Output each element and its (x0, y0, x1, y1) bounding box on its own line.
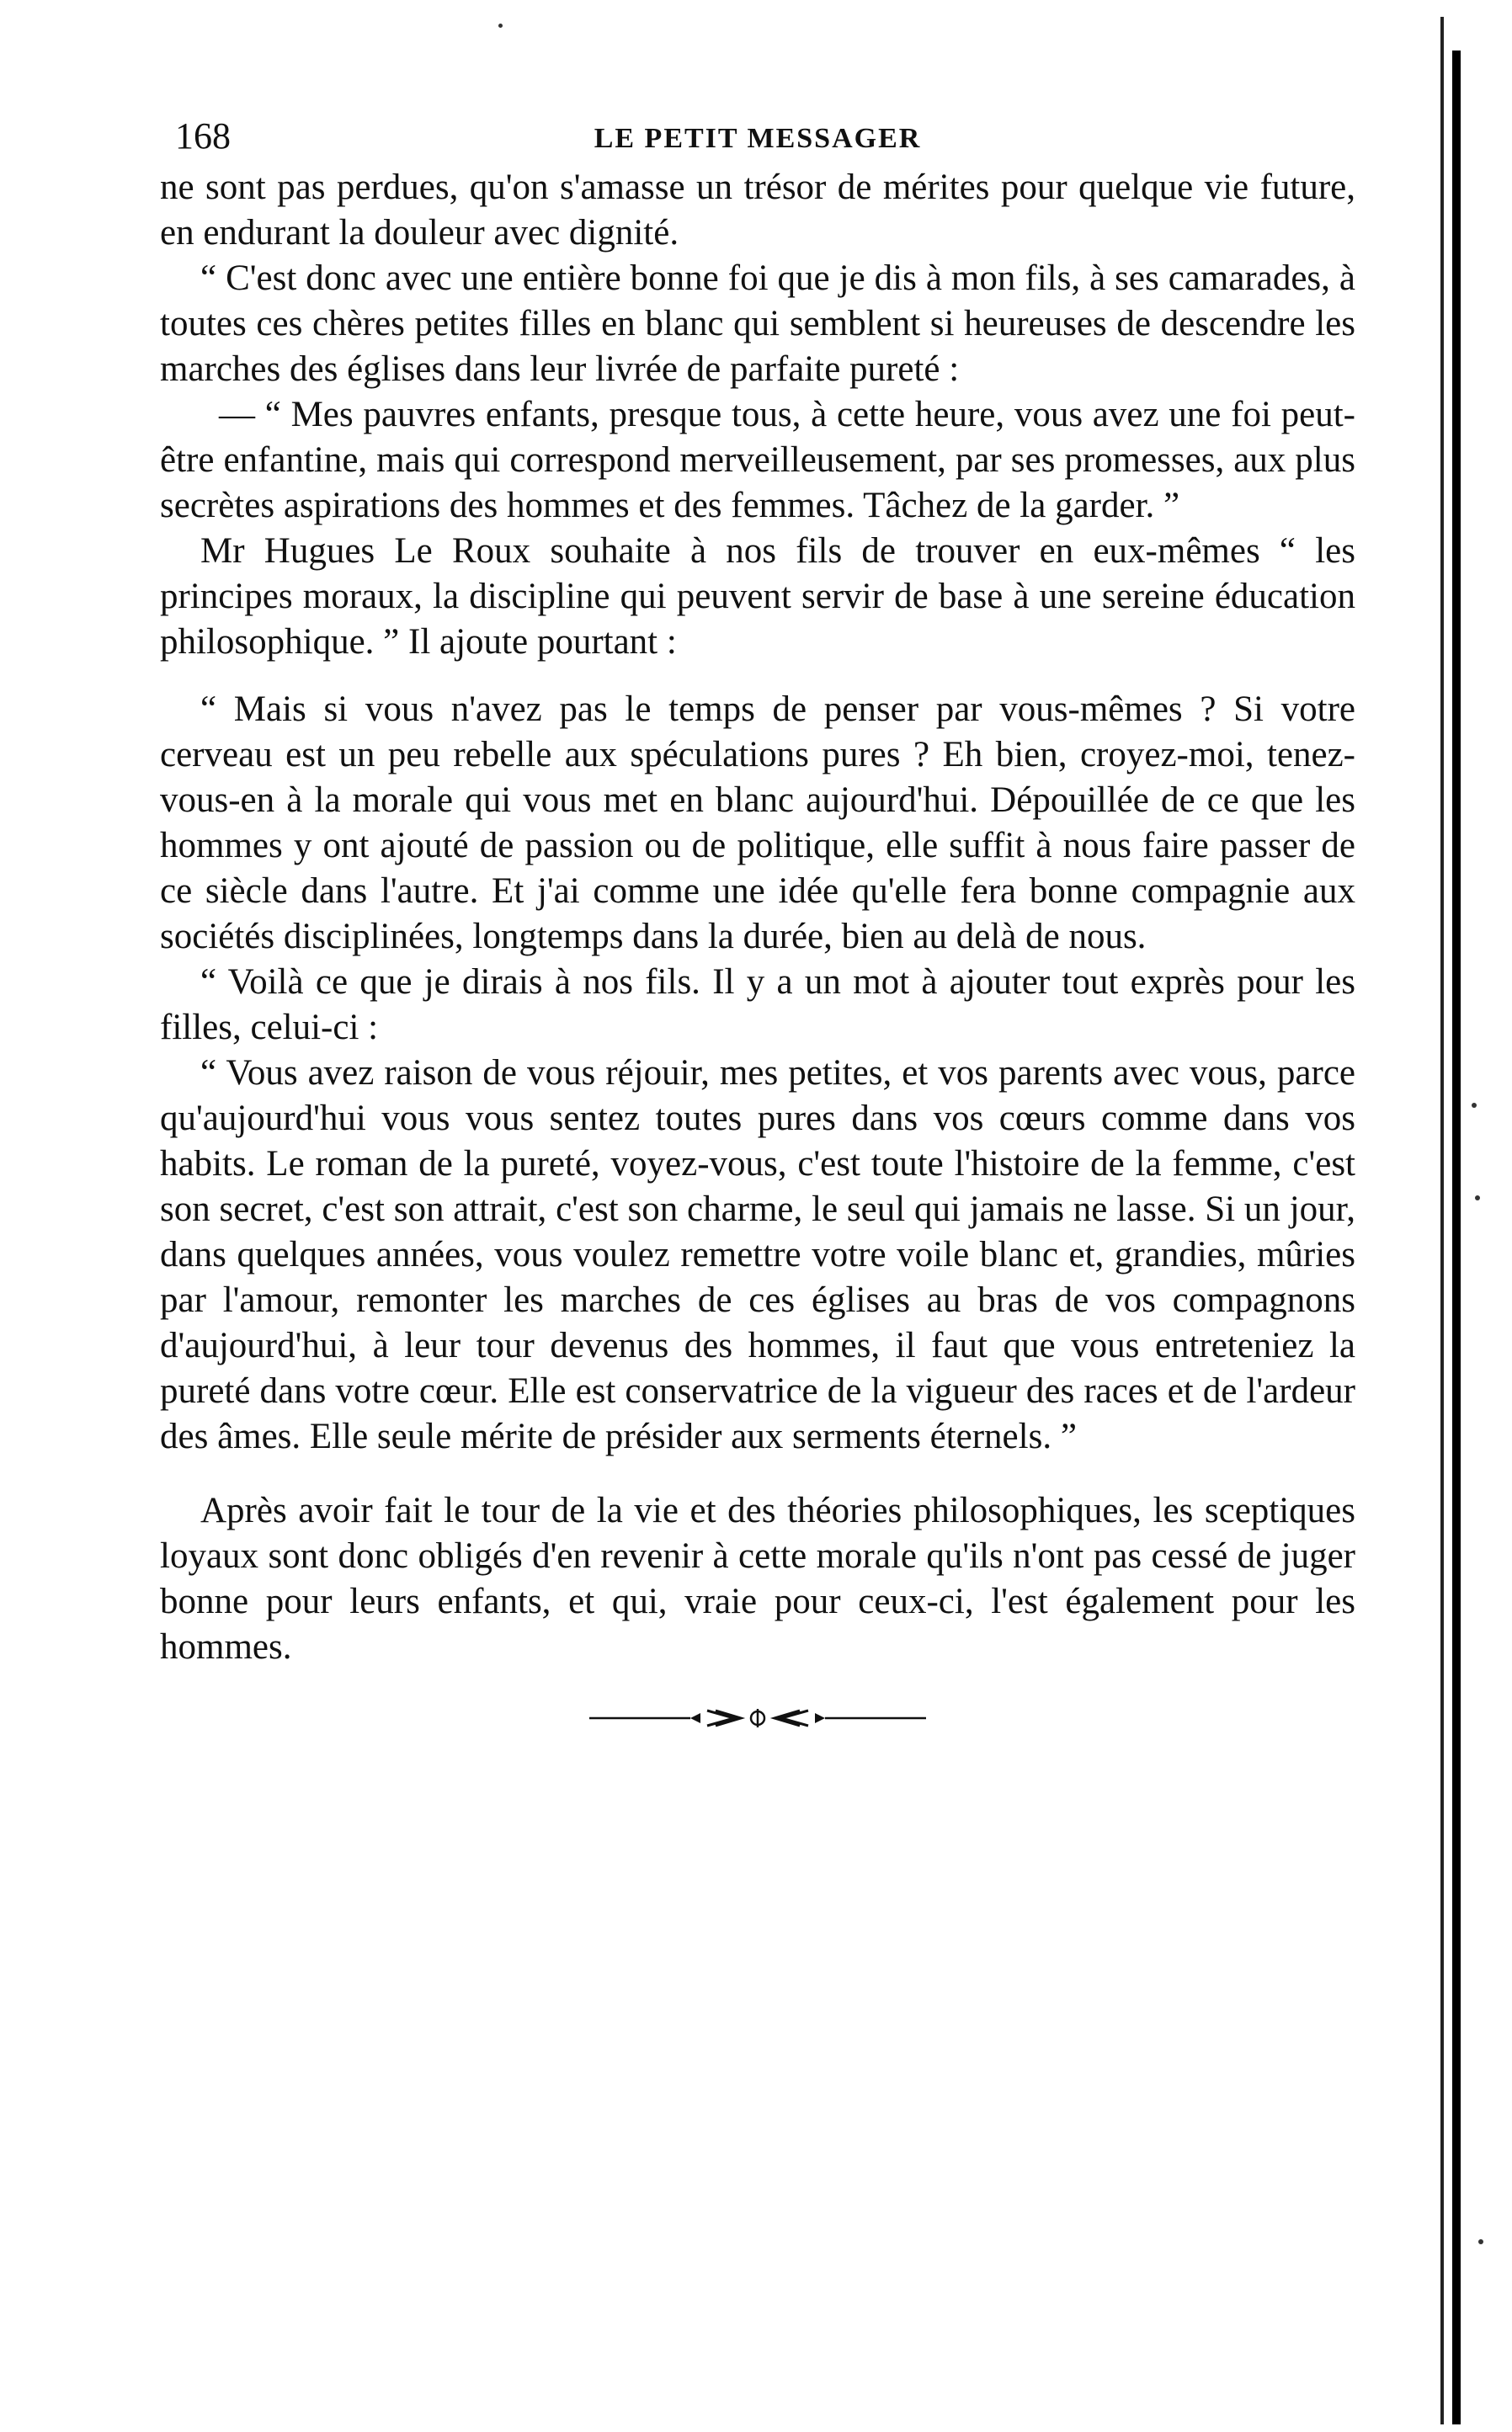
running-head (160, 115, 1355, 162)
book-page (160, 115, 1355, 1731)
scan-speck (498, 24, 503, 28)
paragraph: Après avoir fait le tour de la vie et des théories philosophiques, les sceptiques loyaux sont donc obligés d'en revenir à cette morale qu'ils n'ont pas cessé de juger bonne pour leurs enfants, et qui, vraie pour ceux-ci, l'est également pour les hommes. (160, 1491, 1355, 1667)
running-title: LE PETIT MESSAGER (594, 123, 922, 154)
scan-speck (1478, 2239, 1483, 2244)
paragraph: ne sont pas perdues, qu'on s'amasse un trésor de mérites pour quelque vie future, en endurant la douleur avec dignité. (160, 168, 1355, 253)
page-number: 168 (175, 115, 231, 157)
page-edge-line-thin (1440, 17, 1444, 2424)
scan-speck (1472, 1103, 1477, 1108)
paragraph: “ Voilà ce que je dirais à nos fils. Il y a un mot à ajouter tout exprès pour les filles, celui-ci : (160, 962, 1355, 1047)
paragraph: “ Mais si vous n'avez pas le temps de penser par vous-mêmes ? Si votre cerveau est un peu rebelle aux spéculations pures ? Eh bien, croyez-moi, tenez-vous-en à la morale qui vous met en blanc aujourd'hui. Dépouillée de ce que les hommes y ont ajouté de passion ou de politique, elle suffit à nous faire passer de ce siècle dans l'autre. Et j'ai comme une idée qu'elle fera bonne compagnie aux sociétés disciplinées, longtemps dans la durée, bien au delà de nous. (160, 689, 1355, 956)
body-text (160, 165, 1355, 1670)
paragraph: “ Vous avez raison de vous réjouir, mes petites, et vos parents avec vous, parce qu'aujourd'hui vous vous sentez toutes pures dans vos cœurs comme dans vos habits. Le roman de la pureté, voyez-vous, c'est toute l'histoire de la femme, c'est son secret, c'est son attrait, c'est son charme, le seul qui jamais ne lasse. Si un jour, dans quelques années, vous voulez remettre votre voile blanc et, grandies, mûries par l'amour, remonter les marches de ces églises au bras de vos compagnons d'aujourd'hui, à leur tour devenus des hommes, il faut que vous entreteniez la pureté dans votre cœur. Elle est conservatrice de la vigueur des races et de l'ardeur des âmes. Elle seule mérite de présider aux serments éternels. ” (160, 1053, 1355, 1456)
paragraph: Mr Hugues Le Roux souhaite à nos fils de trouver en eux-mêmes “ les principes moraux, la discipline qui peuvent servir de base à une sereine éducation philosophique. ” Il ajoute pourtant : (160, 531, 1355, 662)
paragraph: “ C'est donc avec une entière bonne foi que je dis à mon fils, à ses camarades, à toutes ces chères petites filles en blanc qui semblent si heureuses de descendre les marches des églises dans leur livrée de parfaite pureté : (160, 258, 1355, 389)
page-edge-line (1452, 51, 1461, 2424)
fleuron-ornament-icon (589, 1706, 926, 1731)
ornament-divider (160, 1706, 1355, 1731)
scan-speck (1475, 1195, 1480, 1200)
paragraph: — “ Mes pauvres enfants, presque tous, à cette heure, vous avez une foi peut-être enfantine, mais qui correspond merveilleusement, par ses promesses, aux plus secrètes aspirations des hommes et des femmes. Tâchez de la garder. ” (160, 395, 1355, 525)
